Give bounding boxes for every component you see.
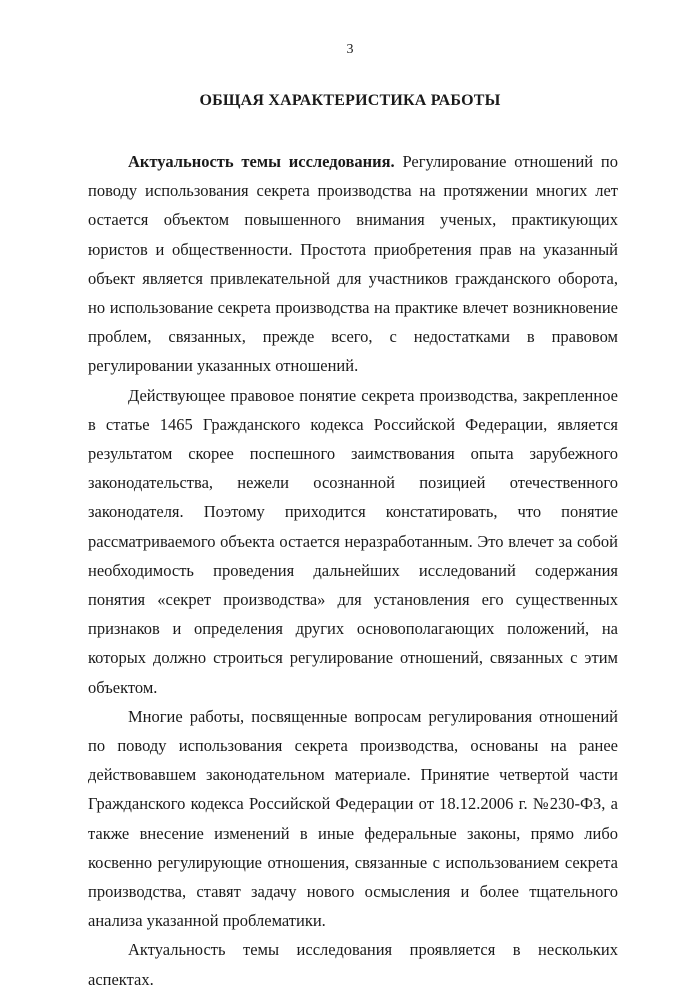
paragraph-lead: Актуальность темы исследования. [128,152,395,171]
paragraph-prior-works [88,702,618,936]
page-number: 3 [346,42,354,57]
paragraph-text: Регулирование отношений по поводу использования секрета производства на протяжении многих лет остается объектом повышенного внимания ученых, практикующих юристов и общественности. Простота приобретения прав на указанный объект является привлекательной для участников гражданского оборота, но использование секрета производства на практике влечет возникновение проблем, связанных, прежде всего, с недостатками в правовом регулировании указанных отношений. [88,152,618,376]
paragraph-relevance [88,147,618,381]
paragraph-legal-concept [88,381,618,702]
paragraph-text: Действующее правовое понятие секрета производства, закрепленное в статье 1465 Гражданского кодекса Российской Федерации, является результатом скорее поспешного заимствования опыта зарубежного законодательства, нежели осознанной позицией отечественного законодателя. Поэтому приходится констатировать, что понятие рассматриваемого объекта остается неразработанным. Это влечет за собой необходимость проведения дальнейших исследований содержания понятия «секрет производства» для установления его существенных признаков и определения других основополагающих положений, на которых должно строиться регулирование отношений, связанных с этим объектом. [88,385,618,697]
body-text [88,147,618,994]
paragraph-text: Многие работы, посвященные вопросам регулирования отношений по поводу использования секрета производства, основаны на ранее действовавшем законодательном материале. Принятие четвертой части Гражданского кодекса Российской Федерации от 18.12.2006 г. №230-ФЗ, а также внесение изменений в иные федеральные законы, прямо либо косвенно регулирующие отношения, связанные с использованием секрета производства, ставят задачу нового осмысления и более тщательного анализа указанной проблематики. [88,706,618,931]
paragraph-aspects [88,935,618,993]
paragraph-text: Актуальность темы исследования проявляется в нескольких аспектах. [88,940,618,989]
section-title: ОБЩАЯ ХАРАКТЕРИСТИКА РАБОТЫ [199,92,501,109]
